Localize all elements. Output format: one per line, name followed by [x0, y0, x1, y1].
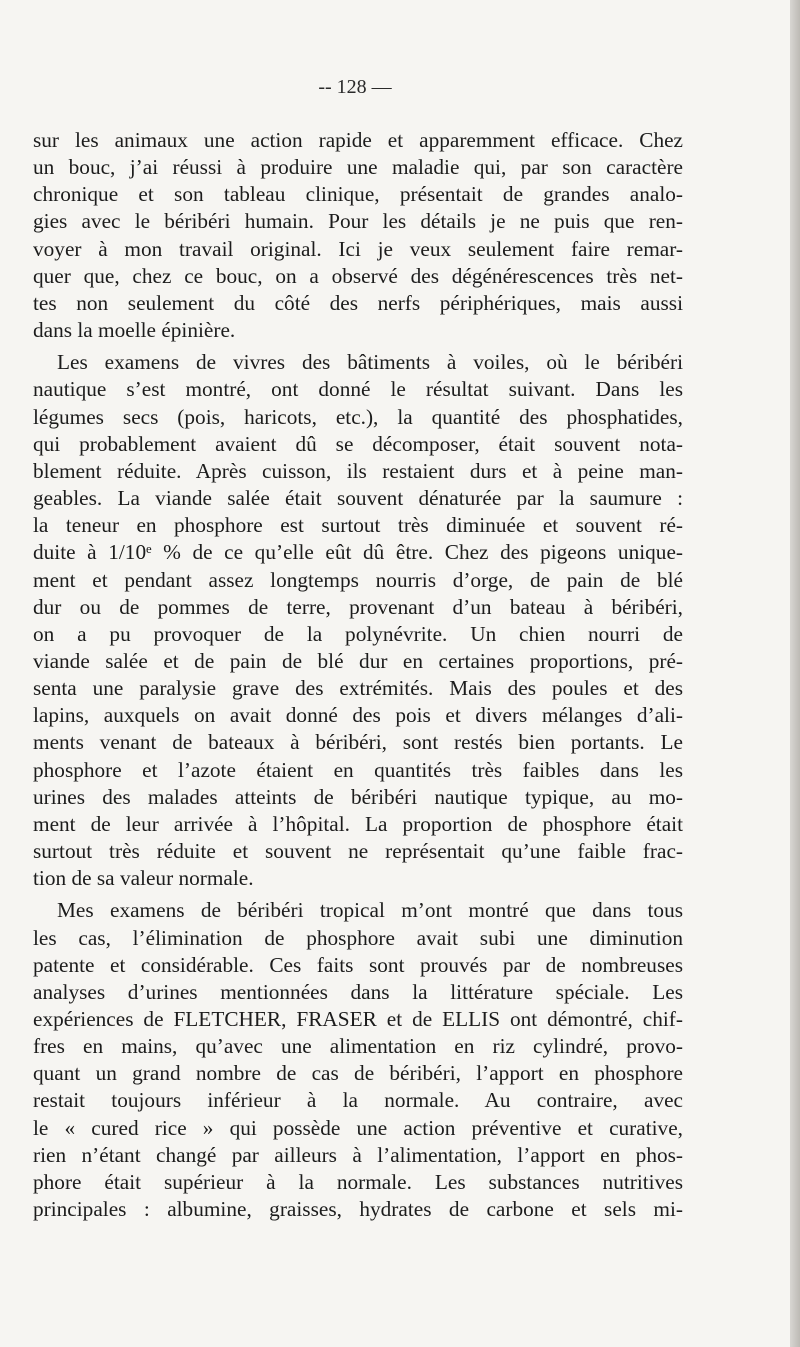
paragraph-3: [33, 897, 683, 1223]
text-line: senta une paralysie grave des extrémités. Mais des poules et des: [33, 676, 683, 701]
text-line: sur les animaux une action rapide et apparemment efficace. Chez: [33, 128, 683, 152]
text-line: dans la moelle épinière.: [33, 318, 236, 343]
page-number: -- 128 —: [318, 76, 392, 98]
text-line: ments venant de bateaux à béribéri, sont restés bien portants. Le: [33, 730, 683, 755]
text-line: fres en mains, qu’avec une alimentation en riz cylindré, provo-: [33, 1034, 683, 1059]
text-line: les cas, l’élimination de phosphore avait subi une diminution: [33, 925, 683, 950]
text-line: restait toujours inférieur à la normale. Au contraire, avec: [33, 1088, 683, 1113]
text-line: lapins, auxquels on avait donné des pois et divers mélanges d’ali-: [33, 703, 683, 728]
text-line: chronique et son tableau clinique, présentait de grandes analo-: [33, 182, 683, 207]
text-line: Les examens de vivres des bâtiments à voiles, où le béribéri: [57, 350, 683, 375]
body-text: [33, 127, 683, 1223]
text-line: dur ou de pommes de terre, provenant d’un bateau à béribéri,: [33, 594, 683, 619]
text-line: tion de sa valeur normale.: [33, 866, 254, 891]
text-line: patente et considérable. Ces faits sont prouvés par de nombreuses: [33, 952, 683, 977]
text-line: analyses d’urines mentionnées dans la littérature spéciale. Les: [33, 979, 683, 1004]
text-line: phore était supérieur à la normale. Les substances nutritives: [33, 1169, 683, 1194]
text-line: qui probablement avaient dû se décomposer, était souvent nota-: [33, 431, 683, 456]
text-line: phosphore et l’azote étaient en quantités très faibles dans les: [33, 757, 683, 782]
text-line: surtout très réduite et souvent ne représentait qu’une faible frac-: [33, 839, 683, 864]
text-line: urines des malades atteints de béribéri nautique typique, au mo-: [33, 784, 683, 809]
text-line: la teneur en phosphore est surtout très diminuée et souvent ré-: [33, 513, 683, 538]
text-line: quer que, chez ce bouc, on a observé des dégénérescences très net-: [33, 263, 683, 288]
text-line: légumes secs (pois, haricots, etc.), la quantité des phosphatides,: [33, 404, 683, 429]
text-line: nautique s’est montré, ont donné le résultat suivant. Dans les: [33, 377, 683, 402]
text-line: tes non seulement du côté des nerfs périphériques, mais aussi: [33, 290, 683, 315]
paragraph-1: [33, 127, 683, 344]
page-edge: [790, 0, 800, 1347]
text-line: un bouc, j’ai réussi à produire une maladie qui, par son caractère: [33, 155, 683, 180]
text-line: geables. La viande salée était souvent dénaturée par la saumure :: [33, 486, 683, 511]
text-line: viande salée et de pain de blé dur en certaines proportions, pré-: [33, 648, 683, 673]
text-line: blement réduite. Après cuisson, ils restaient durs et à peine man-: [33, 458, 683, 483]
text-line: on a pu provoquer de la polynévrite. Un chien nourri de: [33, 621, 683, 646]
paragraph-2: [33, 349, 683, 892]
text-line: ment et pendant assez longtemps nourris d’orge, de pain de blé: [33, 567, 683, 592]
text-line: le « cured rice » qui possède une action préventive et curative,: [33, 1115, 683, 1140]
text-line: expériences de FLETCHER, FRASER et de ELLIS ont démontré, chif-: [33, 1007, 683, 1031]
text-line: voyer à mon travail original. Ici je veux seulement faire remar-: [33, 236, 683, 261]
text-line: principales : albumine, graisses, hydrates de carbone et sels mi-: [33, 1197, 683, 1222]
text-line: duite à 1/10ᵉ % de ce qu’elle eût dû être. Chez des pigeons unique-: [33, 540, 683, 565]
text-line: Mes examens de béribéri tropical m’ont montré que dans tous: [57, 898, 683, 923]
text-line: quant un grand nombre de cas de béribéri, l’apport en phosphore: [33, 1061, 683, 1086]
text-line: rien n’étant changé par ailleurs à l’alimentation, l’apport en phos-: [33, 1142, 683, 1167]
text-line: gies avec le béribéri humain. Pour les détails je ne puis que ren-: [33, 209, 683, 234]
text-line: ment de leur arrivée à l’hôpital. La proportion de phosphore était: [33, 811, 683, 836]
